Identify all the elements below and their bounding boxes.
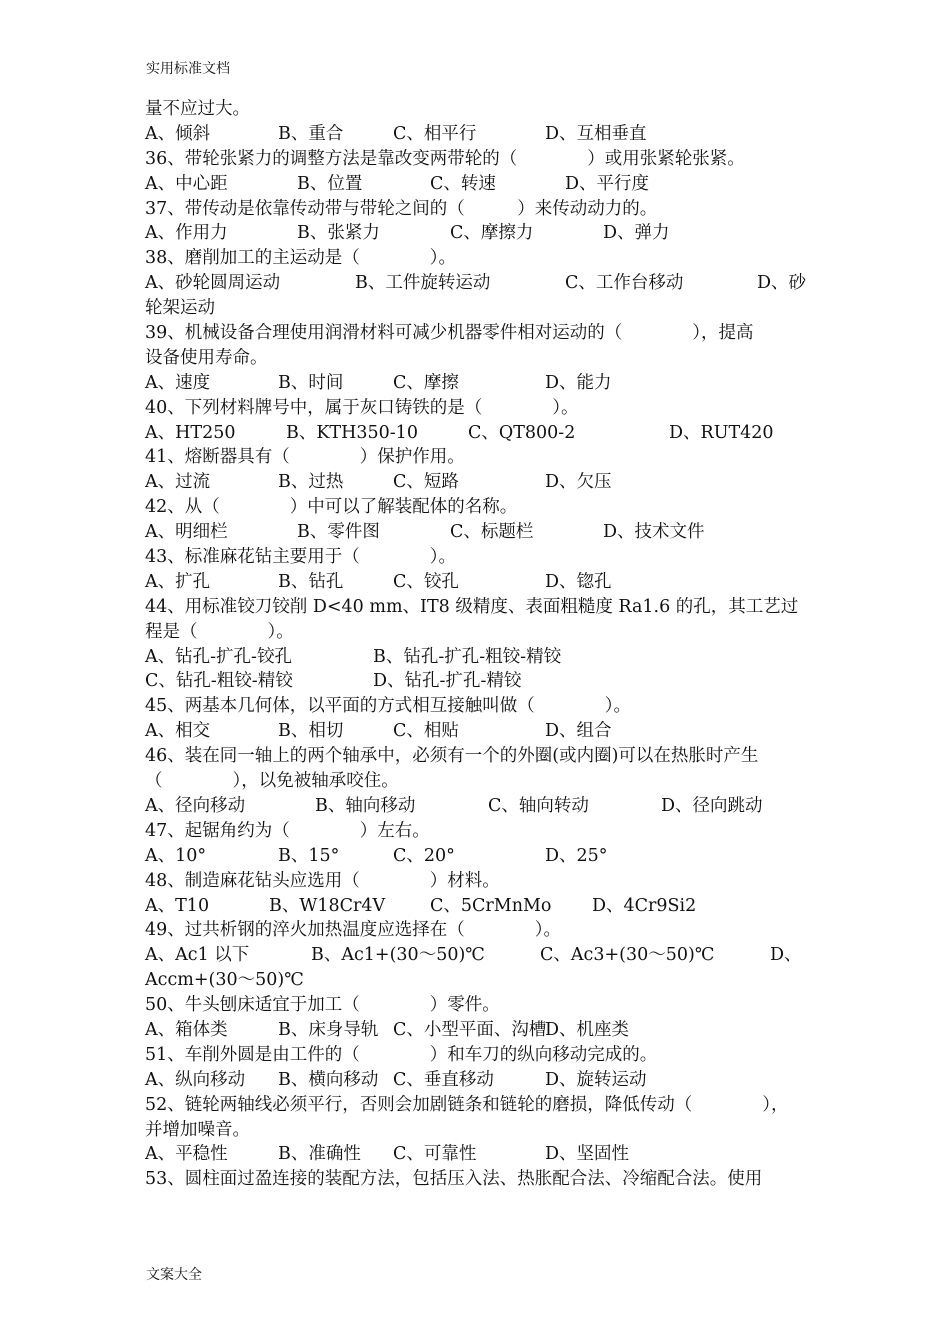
answer-option: B、钻孔-扩孔-粗铰-精铰 [373,646,562,667]
answer-option: D、互相垂直 [545,123,647,144]
answer-option: C、摩擦 [393,372,459,393]
text-line: 52、链轮两轴线必须平行，否则会加剧链条和链轮的磨损，降低传动（ ）， [145,1094,789,1115]
answer-option: A、相交 [145,721,211,742]
options-line [145,669,825,694]
answer-option: D、4Cr9Si2 [592,895,697,916]
text-line: 38、磨削加工的主运动是（ ）。 [145,248,457,269]
page-header: 实用标准文档 [146,61,230,77]
text-line: （ ），以免被轴承咬住。 [145,771,399,792]
text-line: 42、从（ ）中可以了解装配体的名称。 [145,497,518,518]
answer-option: B、相切 [278,721,344,742]
answer-option: A、过流 [145,472,211,493]
text-line: 37、带传动是依靠传动带与带轮之间的（ ）来传动动力的。 [145,198,658,219]
answer-option: B、15° [278,845,340,866]
options-line [145,844,825,869]
answer-option: A、倾斜 [145,123,211,144]
options-line [145,943,825,968]
answer-option: D、钻孔-扩孔-精铰 [373,671,522,692]
answer-option: A、10° [145,845,207,866]
answer-option: C、小型平面、沟槽 [393,1019,547,1040]
text-line: 39、机械设备合理使用润滑材料可减少机器零件相对运动的（ ），提高 [145,323,754,344]
options-line [145,520,825,545]
answer-option: C、短路 [393,472,459,493]
options-line [145,470,825,495]
answer-option: C、垂直移动 [393,1069,494,1090]
answer-option: C、可靠性 [393,1144,477,1165]
answer-option: C、标题栏 [450,522,534,543]
answer-option: D、砂 [757,273,807,294]
options-line [145,271,825,296]
options-line [145,172,825,197]
text-line: 53、圆柱面过盈连接的装配方法，包括压入法、热胀配合法、冷缩配合法。使用 [145,1169,763,1190]
text-line: 44、用标准铰刀铰削 D<40 mm、IT8 级精度、表面粗糙度 Ra1.6 的孔，其工艺过 [145,596,799,617]
answer-option: D、能力 [545,372,612,393]
answer-option: C、钻孔-粗铰-精铰 [145,671,293,692]
options-line [145,1018,825,1043]
answer-option: B、位置 [297,173,363,194]
text-line: 46、装在同一轴上的两个轴承中，必须有一个的外圈(或内圈)可以在热胀时产生 [145,746,759,767]
answer-option: B、床身导轨 [278,1019,379,1040]
answer-option: A、径向移动 [145,795,246,816]
answer-option: B、张紧力 [297,223,380,244]
answer-option: D、径向跳动 [661,795,763,816]
answer-option: A、纵向移动 [145,1069,246,1090]
answer-option: B、W18Cr4V [269,895,386,916]
text-line: 47、起锯角约为（ ）左右。 [145,820,430,841]
answer-option: A、砂轮圆周运动 [145,273,281,294]
options-line [145,794,825,819]
answer-option: D、 [770,945,802,966]
answer-option: B、KTH350-10 [286,422,418,443]
answer-option: B、零件图 [297,522,380,543]
text-line: 36、带轮张紧力的调整方法是靠改变两带轮的（ ）或用张紧轮张紧。 [145,148,745,169]
answer-option: C、相平行 [393,123,477,144]
answer-option: D、锪孔 [545,571,612,592]
answer-option: C、摩擦力 [450,223,534,244]
answer-option: A、HT250 [145,422,236,443]
answer-option: D、机座类 [545,1019,630,1040]
answer-option: B、工件旋转运动 [355,273,491,294]
answer-option: B、轴向移动 [315,795,416,816]
text-line: 轮架运动 [145,298,215,319]
answer-option: A、作用力 [145,223,228,244]
answer-option: C、20° [393,845,455,866]
text-line: 48、制造麻花钻头应选用（ ）材料。 [145,870,500,891]
answer-option: A、T10 [145,895,210,916]
answer-option: B、过热 [278,472,344,493]
answer-option: A、中心距 [145,173,228,194]
options-line [145,122,825,147]
answer-option: D、平行度 [565,173,650,194]
options-line [145,371,825,396]
answer-option: C、Ac3+(30～50)℃ [540,945,715,966]
answer-option: D、旋转运动 [545,1069,647,1090]
options-line [145,645,825,670]
answer-option: C、工作台移动 [565,273,684,294]
answer-option: C、QT800-2 [468,422,576,443]
answer-option: A、明细栏 [145,522,228,543]
answer-option: D、RUT420 [669,422,774,443]
answer-option: C、铰孔 [393,571,459,592]
text-line: 设备使用寿命。 [145,347,268,368]
text-line: 45、两基本几何体，以平面的方式相互接触叫做（ ）。 [145,696,632,717]
answer-option: D、坚固性 [545,1144,630,1165]
answer-option: C、相贴 [393,721,459,742]
answer-option: A、箱体类 [145,1019,228,1040]
answer-option: B、横向移动 [278,1069,379,1090]
text-line: 并增加噪音。 [145,1119,250,1140]
options-line [145,1142,825,1167]
options-line [145,421,825,446]
text-line: 50、牛头刨床适宜于加工（ ）零件。 [145,995,500,1016]
answer-option: A、Ac1 以下 [145,945,250,966]
answer-option: B、准确性 [278,1144,361,1165]
text-line: Accm+(30～50)℃ [145,970,304,991]
answer-option: D、技术文件 [603,522,705,543]
answer-option: D、弹力 [603,223,670,244]
page-footer: 文案大全 [146,1267,202,1283]
text-line: 程是（ ）。 [145,621,294,642]
answer-option: D、组合 [545,721,612,742]
text-line: 49、过共析钢的淬火加热温度应选择在（ ）。 [145,920,562,941]
answer-option: A、扩孔 [145,571,211,592]
answer-option: C、轴向转动 [488,795,589,816]
text-line: 51、车削外圆是由工件的（ ）和车刀的纵向移动完成的。 [145,1044,658,1065]
answer-option: C、5CrMnMo [430,895,552,916]
answer-option: B、钻孔 [278,571,344,592]
answer-option: D、欠压 [545,472,612,493]
answer-option: B、Ac1+(30～50)℃ [311,945,485,966]
text-line: 43、标准麻花钻主要用于（ ）。 [145,547,457,568]
options-line [145,894,825,919]
text-line: 量不应过大。 [145,99,250,119]
answer-option: A、钻孔-扩孔-铰孔 [145,646,292,667]
text-line: 41、熔断器具有（ ）保护作用。 [145,447,465,468]
document-body [145,97,825,1192]
answer-option: C、转速 [430,173,496,194]
answer-option: B、时间 [278,372,344,393]
answer-option: D、25° [545,845,608,866]
options-line [145,570,825,595]
answer-option: A、速度 [145,372,211,393]
answer-option: B、重合 [278,123,344,144]
text-line: 40、下列材料牌号中，属于灰口铸铁的是（ ）。 [145,397,579,418]
answer-option: A、平稳性 [145,1144,228,1165]
options-line [145,1068,825,1093]
options-line [145,221,825,246]
options-line [145,719,825,744]
